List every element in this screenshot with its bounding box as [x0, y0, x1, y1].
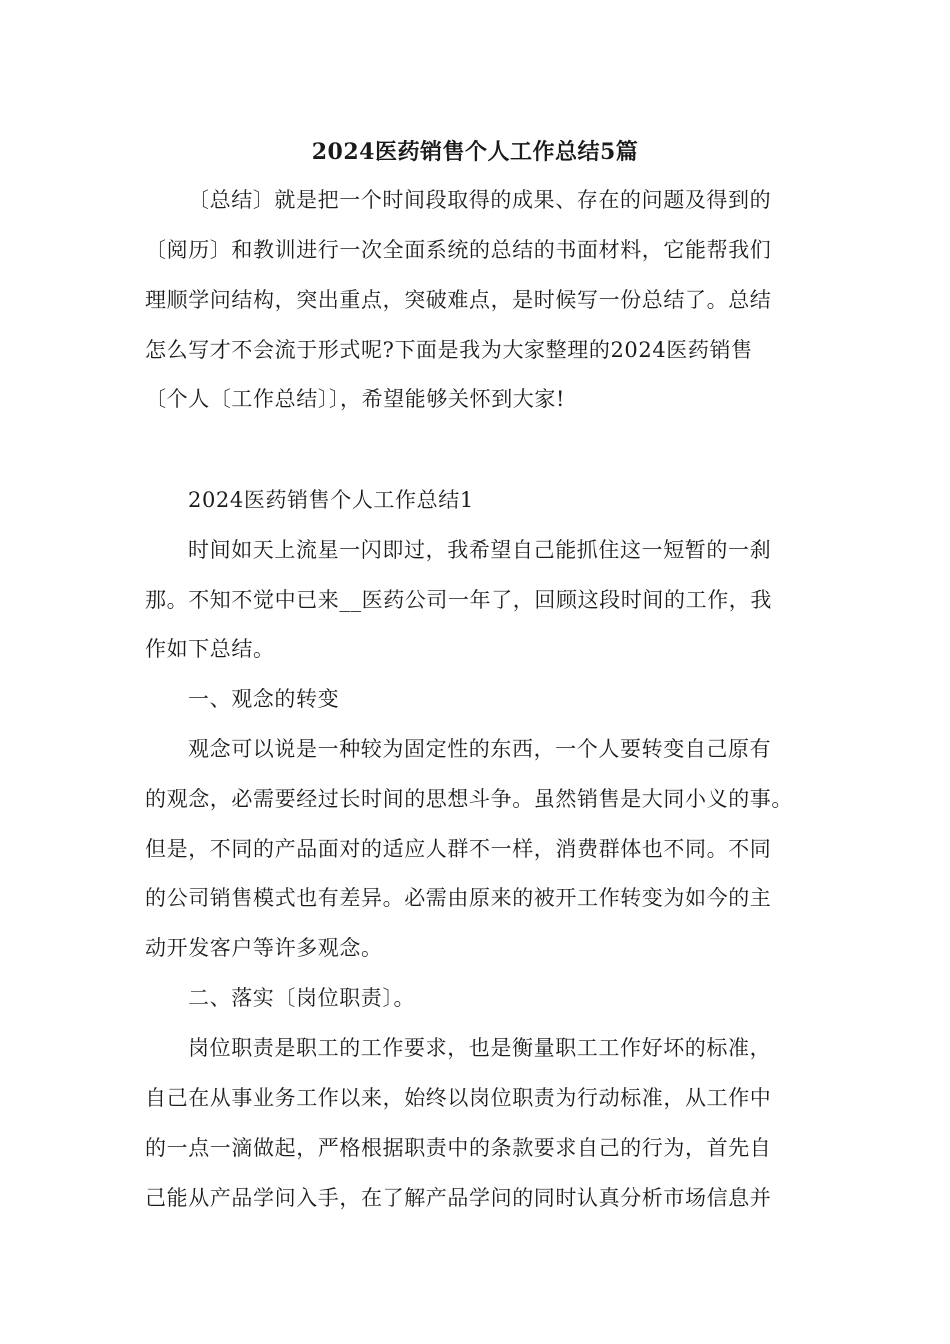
para1-line-2: 那。不知不觉中已来__医药公司一年了，回顾这段时间的工作，我 — [145, 588, 772, 612]
document-title: 2024医药销售个人工作总结5篇 — [311, 139, 639, 165]
para3-line-1: 岗位职责是职工的工作要求，也是衡量职工工作好坏的标准， — [188, 1036, 772, 1060]
para3-line-2: 自己在从事业务工作以来，始终以岗位职责为行动标准，从工作中 — [145, 1086, 772, 1110]
intro-line-1: 〔总结〕就是把一个时间段取得的成果、存在的问题及得到的 — [188, 188, 772, 212]
section-heading: 2024医药销售个人工作总结1 — [188, 488, 474, 512]
para1-line-3: 作如下总结。 — [145, 637, 275, 661]
intro-line-5: 〔个人〔工作总结〕〕，希望能够关怀到大家! — [145, 387, 566, 411]
para2-line-1: 观念可以说是一种较为固定性的东西，一个人要转变自己原有 — [188, 737, 772, 761]
heading-1: 一、观念的转变 — [188, 687, 340, 711]
para2-line-3: 但是，不同的产品面对的适应人群不一样，消费群体也不同。不同 — [145, 837, 772, 861]
intro-line-2: 〔阅历〕和教训进行一次全面系统的总结的书面材料，它能帮我们 — [145, 238, 772, 262]
para1-line-1: 时间如天上流星一闪即过，我希望自己能抓住这一短暂的一刹 — [188, 538, 772, 562]
para2-line-2: 的观念，必需要经过长时间的思想斗争。虽然销售是大同小义的事。 — [145, 787, 793, 811]
para2-line-4: 的公司销售模式也有差异。必需由原来的被开工作转变为如今的主 — [145, 886, 772, 910]
para3-line-4: 己能从产品学问入手，在了解产品学问的同时认真分析市场信息并 — [145, 1186, 772, 1210]
intro-line-4: 怎么写才不会流于形式呢?下面是我为大家整理的2024医药销售 — [145, 338, 753, 362]
intro-line-3: 理顺学问结构，突出重点，突破难点，是时候写一份总结了。总结 — [145, 288, 772, 312]
para2-line-5: 动开发客户等许多观念。 — [145, 936, 383, 960]
heading-2: 二、落实〔岗位职责〕。 — [188, 986, 416, 1010]
para3-line-3: 的一点一滴做起，严格根据职责中的条款要求自己的行为，首先自 — [145, 1136, 772, 1160]
